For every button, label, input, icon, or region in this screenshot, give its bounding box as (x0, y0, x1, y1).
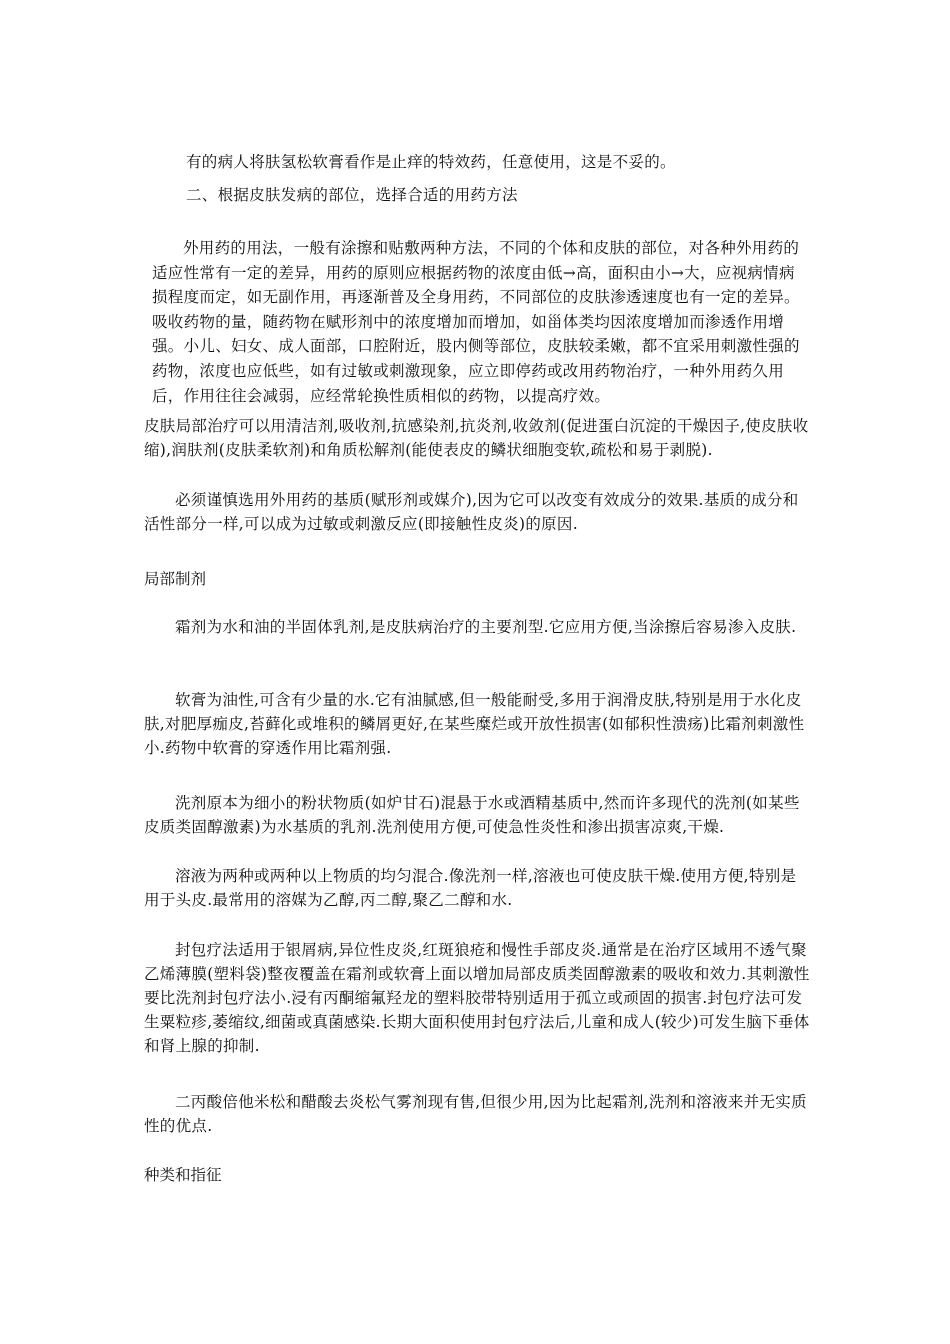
paragraph-aerosol: 二丙酸倍他米松和醋酸去炎松气雾剂现有售,但很少用,因为比起霜剂,洗剂和溶液来并无实质性的优点. (144, 1093, 807, 1135)
paragraph-usage-principles: 外用药的用法，一般有涂擦和贴敷两种方法，不同的个体和皮肤的部位，对各种外用药的适应性常有一定的差异，用药的原则应根据药物的浓度由低→高，面积由小→大，应视病情病损程度而定，如无副作用，再逐渐普及全身用药，不同部位的皮肤渗透速度也有一定的差异。吸收药物的量，随药物在赋形剂中的浓度增加而增加，如甾体类均因浓度增加而渗透作用增强。小儿、妇女、成人面部，口腔附近，股内侧等部位，皮肤较柔嫩，都不宜采用刺激性强的药物，浓度也应低些，如有过敏或刺激现象，应立即停药或改用药物治疗，一种外用药久用后，作用往往会减弱，应经常轮换性质相似的药物，以提高疗效。 (152, 239, 800, 405)
paragraph-vehicle-selection: 必须谨慎选用外用药的基质(赋形剂或媒介),因为它可以改变有效成分的效果.基质的成分和活性部分一样,可以成为过敏或刺激反应(即接触性皮炎)的原因. (144, 491, 799, 533)
section-heading-application-method: 二、根据皮肤发病的部位，选择合适的用药方法 (186, 186, 518, 204)
paragraph-lotion: 洗剂原本为细小的粉状物质(如炉甘石)混悬于水或酒精基质中,然而许多现代的洗剂(如某些皮质类固醇激素)为水基质的乳剂.洗剂使用方便,可使急性炎性和渗出损害凉爽,干燥. (144, 794, 800, 836)
paragraph-ointment: 软膏为油性,可含有少量的水.它有油腻感,但一般能耐受,多用于润滑皮肤,特别是用于水化皮肤,对肥厚痂皮,苔藓化或堆积的鳞屑更好,在某些糜烂或开放性损害(如郁积性溃疡)比霜剂刺激性小.药物中软膏的穿透作用比霜剂强. (144, 691, 805, 757)
paragraph-occlusion-therapy: 封包疗法适用于银屑病,异位性皮炎,红斑狼疮和慢性手部皮炎.通常是在治疗区域用不透气聚乙烯薄膜(塑料袋)整夜覆盖在霜剂或软膏上面以增加局部皮质类固醇激素的吸收和效力.其刺激性要比洗剂封包疗法小.浸有丙酮缩氟羟龙的塑料胶带特别适用于孤立或顽固的损害.封包疗法可发生粟粒疹,萎缩纹,细菌或真菌感染.长期大面积使用封包疗法后,儿童和成人(较少)可发生脑下垂体和肾上腺的抑制. (144, 941, 810, 1055)
heading-types-and-indications: 种类和指征 (144, 1166, 222, 1184)
paragraph-cream: 霜剂为水和油的半固体乳剂,是皮肤病治疗的主要剂型.它应用方便,当涂擦后容易渗入皮肤. (175, 618, 797, 636)
heading-local-preparations: 局部制剂 (144, 570, 207, 588)
paragraph-local-treatment-agents: 皮肤局部治疗可以用清洁剂,吸收剂,抗感染剂,抗炎剂,收敛剂(促进蛋白沉淀的干燥因子,使皮肤收缩),润肤剂(皮肤柔软剂)和角质松解剂(能使表皮的鳞状细胞变软,疏松和易于剥脱). (144, 417, 809, 459)
paragraph-solution: 溶液为两种或两种以上物质的均匀混合.像洗剂一样,溶液也可使皮肤干燥.使用方便,特别是用于头皮.最常用的溶媒为乙醇,丙二醇,聚乙二醇和水. (144, 867, 797, 909)
paragraph-steroid-misuse: 有的病人将肤氢松软膏看作是止痒的特效药，任意使用，这是不妥的。 (186, 153, 676, 171)
